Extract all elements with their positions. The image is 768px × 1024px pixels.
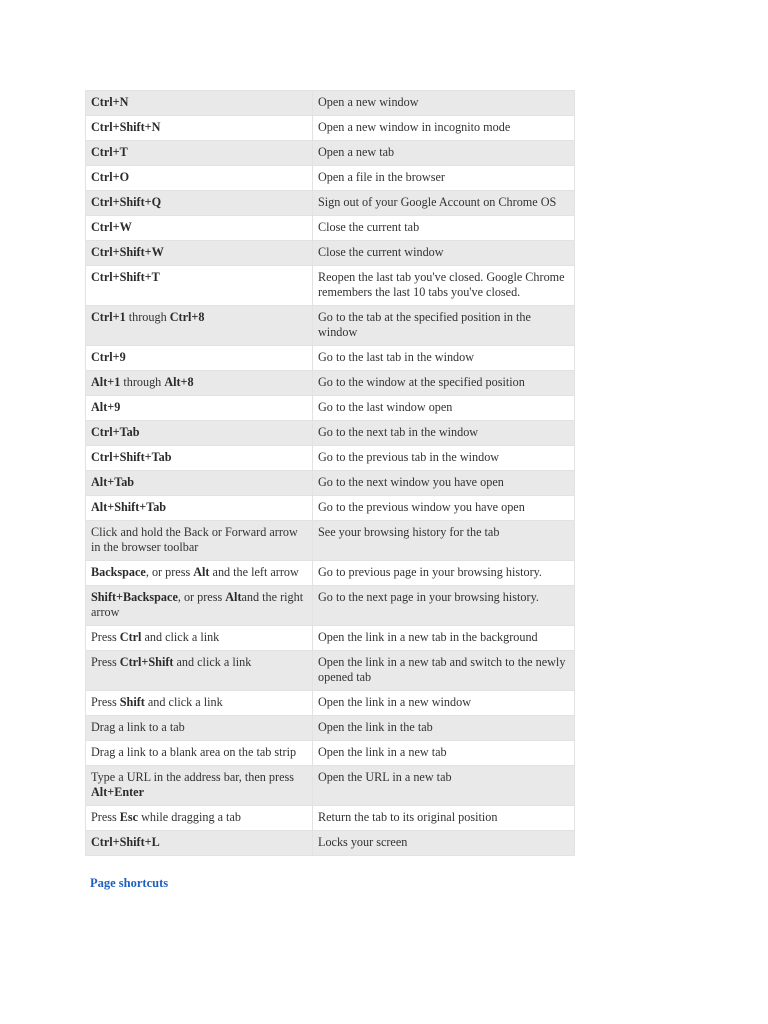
key-text: and click a link: [141, 630, 220, 644]
table-row: [86, 346, 575, 371]
shortcut-description-cell: Go to the last tab in the window: [313, 346, 575, 371]
table-row: [86, 586, 575, 626]
key-text: through: [120, 375, 165, 389]
table-row: [86, 651, 575, 691]
shortcut-keys-cell: [86, 166, 313, 191]
key-combo: Alt: [193, 565, 210, 579]
shortcut-keys-cell: [86, 496, 313, 521]
table-row: [86, 396, 575, 421]
shortcut-description-cell: Open a new window: [313, 91, 575, 116]
shortcut-description-cell: Open the link in a new tab: [313, 741, 575, 766]
key-text: Drag a link to a tab: [91, 720, 185, 734]
key-text: , or press: [177, 590, 226, 604]
key-combo: Shift+Backspace: [91, 590, 178, 604]
key-combo: Ctrl+9: [91, 350, 126, 364]
key-combo: Shift: [119, 695, 145, 709]
shortcut-keys-cell: [86, 371, 313, 396]
shortcut-keys-cell: [86, 396, 313, 421]
shortcut-description-cell: Open the link in a new window: [313, 691, 575, 716]
shortcut-keys-cell: [86, 521, 313, 561]
shortcut-keys-cell: [86, 651, 313, 691]
key-combo: Ctrl+Shift+T: [91, 270, 160, 284]
shortcut-keys-cell: [86, 306, 313, 346]
key-combo: Ctrl+Shift: [119, 655, 174, 669]
table-row: [86, 421, 575, 446]
key-combo: Alt+1: [91, 375, 121, 389]
key-text: Press: [91, 810, 120, 824]
table-row: [86, 141, 575, 166]
key-text: Press: [91, 630, 120, 644]
table-row: [86, 191, 575, 216]
key-text: while dragging a tab: [138, 810, 241, 824]
shortcut-description-cell: Sign out of your Google Account on Chrome OS: [313, 191, 575, 216]
shortcut-description-cell: Open the link in a new tab in the background: [313, 626, 575, 651]
table-row: [86, 521, 575, 561]
shortcut-description-cell: Go to the previous tab in the window: [313, 446, 575, 471]
table-row: [86, 626, 575, 651]
shortcut-description-cell: Open a new tab: [313, 141, 575, 166]
shortcut-description-cell: Go to the tab at the specified position in the window: [313, 306, 575, 346]
shortcut-description-cell: Go to the last window open: [313, 396, 575, 421]
key-text: Click and hold the Back or Forward arrow in the browser toolbar: [91, 525, 298, 554]
shortcut-description-cell: Go to previous page in your browsing history.: [313, 561, 575, 586]
table-row: [86, 266, 575, 306]
shortcut-description-cell: See your browsing history for the tab: [313, 521, 575, 561]
table-row: [86, 496, 575, 521]
shortcut-keys-cell: [86, 241, 313, 266]
shortcut-keys-cell: [86, 91, 313, 116]
key-combo: Ctrl+Shift+N: [91, 120, 161, 134]
key-combo: Backspace: [91, 565, 146, 579]
shortcut-keys-cell: [86, 586, 313, 626]
shortcut-description-cell: Open the URL in a new tab: [313, 766, 575, 806]
key-combo: Ctrl+O: [91, 170, 130, 184]
shortcut-keys-cell: [86, 191, 313, 216]
table-row: [86, 741, 575, 766]
shortcut-keys-cell: [86, 266, 313, 306]
key-combo: Ctrl+Shift+L: [91, 835, 160, 849]
table-row: [86, 716, 575, 741]
key-combo: Esc: [119, 810, 139, 824]
table-row: [86, 561, 575, 586]
table-row: [86, 446, 575, 471]
shortcut-description-cell: Open the link in the tab: [313, 716, 575, 741]
shortcut-description-cell: Open the link in a new tab and switch to the newly opened tab: [313, 651, 575, 691]
shortcut-description-cell: Reopen the last tab you've closed. Google Chrome remembers the last 10 tabs you've closed.: [313, 266, 575, 306]
key-text: Press: [91, 655, 120, 669]
key-combo: Ctrl+Shift+W: [91, 245, 164, 259]
shortcut-description-cell: Return the tab to its original position: [313, 806, 575, 831]
shortcut-description-cell: Go to the next window you have open: [313, 471, 575, 496]
shortcut-description-cell: Go to the next page in your browsing history.: [313, 586, 575, 626]
shortcut-keys-cell: [86, 741, 313, 766]
shortcut-keys-cell: [86, 446, 313, 471]
key-text: Drag a link to a blank area on the tab strip: [91, 745, 297, 759]
shortcut-keys-cell: [86, 626, 313, 651]
shortcut-keys-cell: [86, 561, 313, 586]
key-combo: Ctrl: [119, 630, 142, 644]
key-combo: Ctrl+Tab: [91, 425, 140, 439]
table-row: [86, 831, 575, 856]
shortcut-description-cell: Open a new window in incognito mode: [313, 116, 575, 141]
table-row: [86, 766, 575, 806]
shortcut-keys-cell: [86, 471, 313, 496]
key-combo: Alt+Shift+Tab: [91, 500, 167, 514]
shortcut-keys-cell: [86, 116, 313, 141]
key-combo: Alt+Enter: [91, 785, 144, 799]
shortcut-description-cell: Go to the window at the specified position: [313, 371, 575, 396]
page-shortcuts-link[interactable]: Page shortcuts: [90, 876, 169, 890]
shortcut-description-cell: Close the current window: [313, 241, 575, 266]
shortcut-keys-cell: [86, 716, 313, 741]
shortcut-keys-cell: [86, 141, 313, 166]
key-text: and click a link: [144, 695, 223, 709]
shortcut-description-cell: Close the current tab: [313, 216, 575, 241]
key-combo: Alt+8: [164, 375, 194, 389]
key-text: Type a URL in the address bar, then press: [91, 770, 294, 784]
key-combo: Alt+Tab: [91, 475, 135, 489]
shortcut-description-cell: Locks your screen: [313, 831, 575, 856]
shortcut-keys-cell: [86, 806, 313, 831]
shortcut-keys-cell: [86, 216, 313, 241]
shortcut-keys-cell: [86, 766, 313, 806]
table-row: [86, 116, 575, 141]
table-row: [86, 371, 575, 396]
table-row: [86, 91, 575, 116]
key-combo: Alt+9: [91, 400, 121, 414]
key-combo: Ctrl+T: [91, 145, 128, 159]
key-text: , or press: [145, 565, 194, 579]
shortcut-description-cell: Open a file in the browser: [313, 166, 575, 191]
key-text: and the left arrow: [209, 565, 299, 579]
key-combo: Alt: [225, 590, 242, 604]
key-combo: Ctrl+Shift+Q: [91, 195, 162, 209]
table-row: [86, 241, 575, 266]
shortcut-description-cell: Go to the next tab in the window: [313, 421, 575, 446]
key-combo: Ctrl+Shift+Tab: [91, 450, 172, 464]
key-combo: Ctrl+1: [91, 310, 126, 324]
table-row: [86, 166, 575, 191]
key-text: and the right arrow: [91, 590, 304, 619]
key-text: Press: [91, 695, 120, 709]
table-row: [86, 306, 575, 346]
key-combo: Ctrl+W: [91, 220, 132, 234]
table-row: [86, 216, 575, 241]
table-row: [86, 691, 575, 716]
shortcuts-table: [85, 90, 575, 856]
key-text: and click a link: [173, 655, 252, 669]
shortcut-keys-cell: [86, 831, 313, 856]
shortcut-description-cell: Go to the previous window you have open: [313, 496, 575, 521]
table-row: [86, 806, 575, 831]
key-text: through: [125, 310, 170, 324]
table-row: [86, 471, 575, 496]
shortcut-keys-cell: [86, 691, 313, 716]
shortcut-keys-cell: [86, 346, 313, 371]
shortcut-keys-cell: [86, 421, 313, 446]
key-combo: Ctrl+N: [91, 95, 129, 109]
key-combo: Ctrl+8: [169, 310, 205, 324]
shortcuts-table-body: [86, 91, 575, 856]
